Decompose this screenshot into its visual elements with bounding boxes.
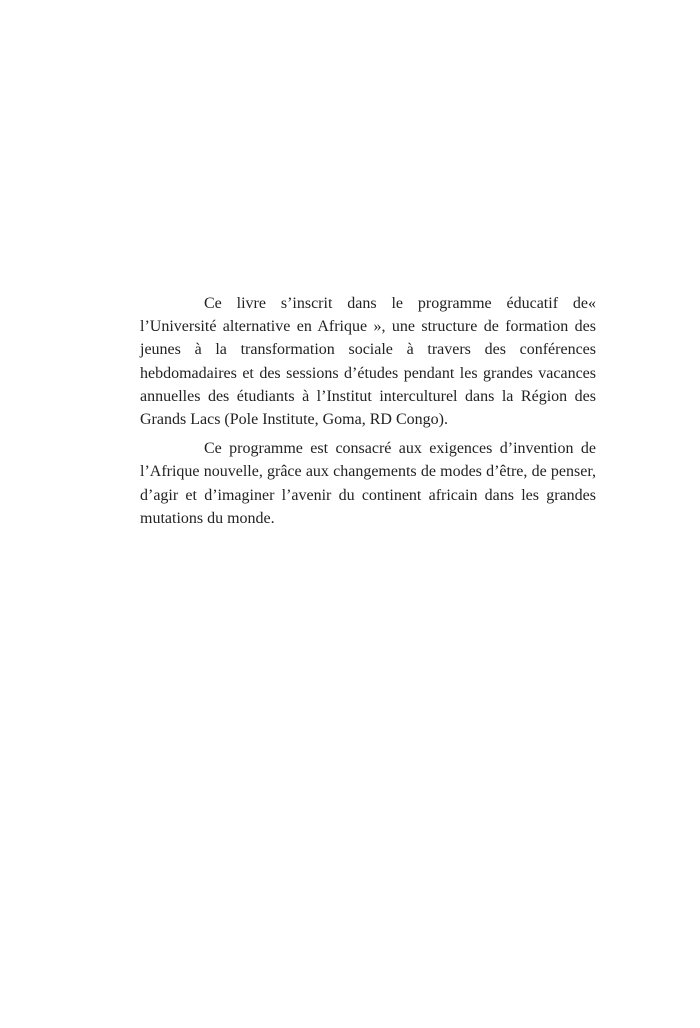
body-text <box>140 292 596 530</box>
paragraph-2: Ce programme est consacré aux exigences d’invention de l’Afrique nouvelle, grâce aux changements de modes d’être, de penser, d’agir et d’imaginer l’avenir du continent africain dans les grandes mutations du monde. <box>140 440 596 527</box>
paragraph-1: Ce livre s’inscrit dans le programme éducatif de« l’Université alternative en Afrique », une structure de formation des jeunes à la transformation sociale à travers des conférences hebdomadaires et des sessions d’études pendant les grandes vacances annuelles des étudiants à l’Institut interculturel dans la Région des Grands Lacs (Pole Institute, Goma, RD Congo). <box>140 295 596 429</box>
